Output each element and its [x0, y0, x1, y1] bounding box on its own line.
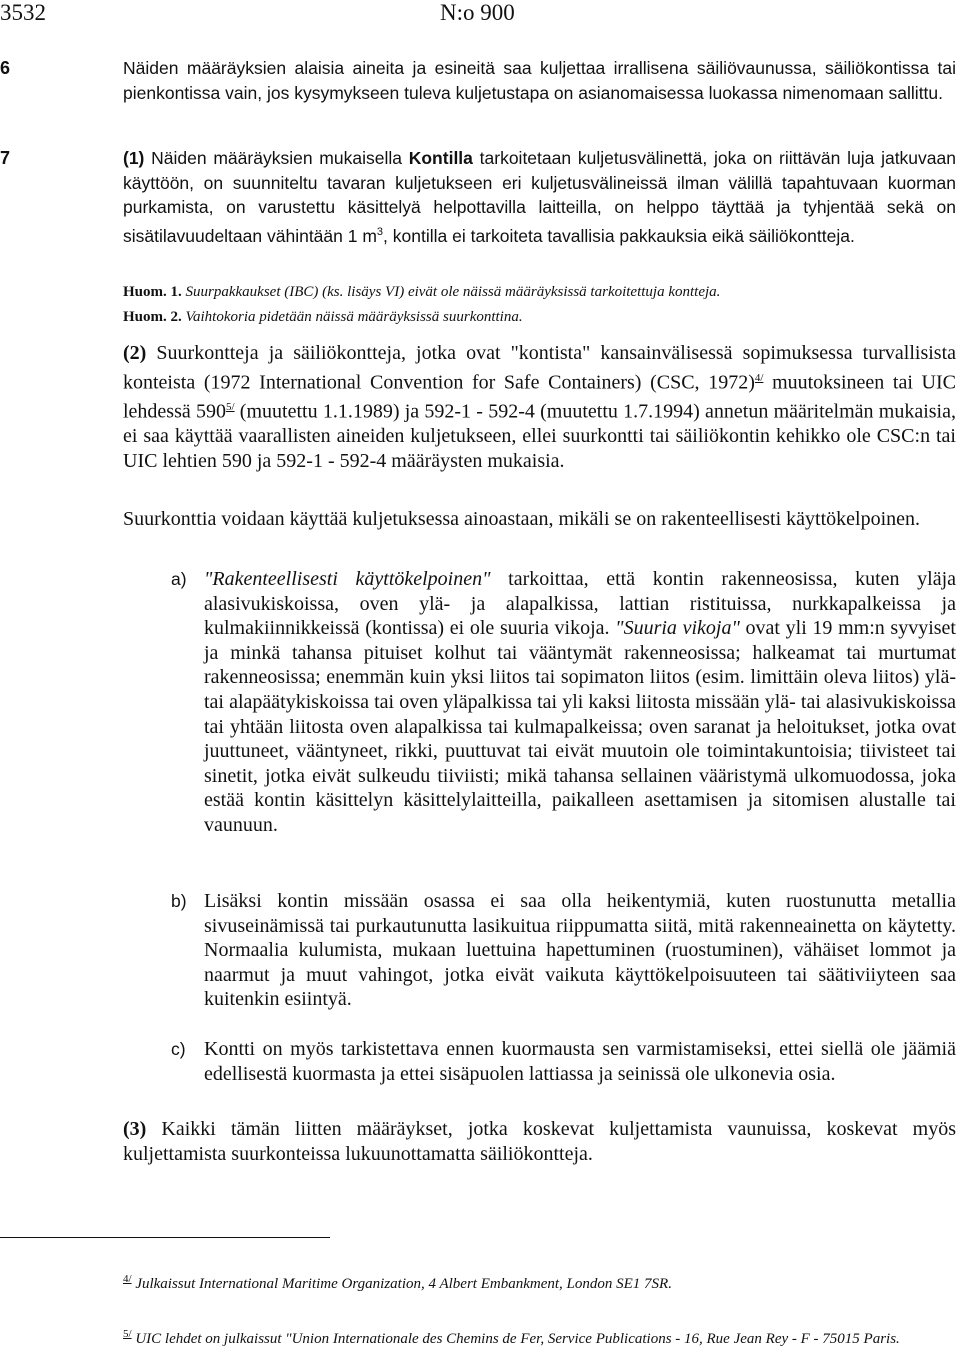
section-7-paragraph-2 [123, 341, 956, 473]
p3-text: Kaikki tämän liitten määräykset, jotka koskevat kuljettamista vaunuissa, koskevat myös kuljettamista suurkonteissa lukuunottamatta säiliökontteja. [123, 1118, 956, 1165]
p1-text-post: tarkoitetaan kuljetusvälinettä, joka on riittävän luja jatkuvaan käyttöön, on suunniteltu tavaran kuljetukseen eri kuljetusvälineissä ilman välillä tapahtuvaan kuorman purkamista, on varustettu käsittelyä helpottavilla laitteilla, on helppo täyttää ja tyhjentää sekä on sisätilavuudeltaan vähintään 1 m [123, 148, 956, 246]
paragraph-label: (2) [123, 342, 147, 364]
page-number: 3532 [0, 0, 46, 25]
list-item-a-text [204, 567, 956, 838]
section-6-text: Näiden määräyksien alaisia aineita ja esineitä saa kuljettaa irrallisena säiliövaunussa, säiliökontissa tai pienkontissa vain, jos kysymykseen tuleva kuljetustapa on asianomaisessa luokassa nimenomaan sallittu. [123, 58, 956, 103]
issue-number: N:o 900 [440, 0, 515, 25]
list-item-b-text: Lisäksi kontin missään osassa ei saa olla heikentymiä, kuten ruostunutta metallia sivuseinämissä tai purkautunutta lasikuitua riippumatta siitä, mitä rakenneainetta on käytetty. Normaalia kulumista, mukaan luettuina hapettuminen (ruostuminen), vähäiset lommot ja naarmut ja muut vahingot, jotka eivät vaikuta käyttökelpoisuuteen tai säätiviiyteen saa kuitenkin esiintyä. [204, 890, 956, 1011]
note-2-label: Huom. 2. [123, 309, 182, 325]
note-2 [123, 308, 523, 327]
note-1-text: Suurpakkaukset (IBC) (ks. lisäys VI) eivät ole näissä määräyksissä tarkoitettuja kontteja. [181, 284, 721, 300]
footnote-5 [123, 1323, 956, 1350]
section-7-paragraph-1 [123, 146, 956, 248]
p2-text-c: (muutettu 1.1.1989) ja 592-1 - 592-4 (muutettu 1.7.1994) annetun määritelmän mukaisia, ei saa käyttää vaarallisten aineiden kuljetukseen, ellei suurkontti tai säiliökontin kehikko ole CSC:n tai UIC lehtien 590 ja 592-1 - 592-4 määräysten mukaisia. [123, 400, 956, 472]
term-major-defects: "Suuria vikoja" [615, 617, 740, 640]
section-number-7: 7 [0, 148, 11, 168]
section-number-6: 6 [0, 58, 11, 78]
paragraph-label: (1) [123, 148, 145, 168]
list-item-a [171, 567, 956, 838]
footnote-4 [123, 1268, 943, 1295]
p2-text-b: muutoksineen tai UIC lehdessä 590 [123, 371, 957, 423]
section-7-paragraph-3 [123, 1117, 956, 1166]
superscript-3: 3 [376, 225, 384, 238]
footnote-mark: 4/ [123, 1273, 132, 1285]
list-item-label: c) [171, 1039, 186, 1059]
section-7-usage-paragraph: Suurkonttia voidaan käyttää kuljetuksessa ainoastaan, mikäli se on rakenteellisesti käyttökelpoinen. [123, 508, 921, 530]
list-item-c [171, 1037, 956, 1086]
note-1 [123, 283, 720, 302]
p1-text-pre: Näiden määräyksien mukaisella [151, 148, 409, 168]
note-2-text: Vaihtokoria pidetään näissä määräyksissä suurkonttina. [181, 309, 523, 325]
list-item-c-text: Kontti on myös tarkistettava ennen kuormausta sen varmistamiseksi, ettei siellä ole jäämiä edellisestä kuormasta ja ettei sisäpuolen lattiassa ja seinissä ole ulkonevia osia. [204, 1038, 956, 1085]
footnote-text: UIC lehdet on julkaissut "Union Internationale des Chemins de Fer, Service Publications - 16, Rue Jean Rey - F - 75015 Paris. [135, 1331, 900, 1347]
paragraph-label: (3) [123, 1118, 147, 1140]
list-item-label: b) [171, 891, 187, 911]
footnote-ref-4: 4/ [754, 371, 764, 384]
list-item-label: a) [171, 569, 187, 589]
list-item-b [171, 889, 956, 1012]
item-a-text-2: ovat yli 19 mm:n syvyiset ja minkä tahansa pituiset kolhut tai vääntymät rakenneosissa; halkeamat tai murtumat rakenneosissa; enemmän kuin yksi liitos tai sopimaton liitos (esim. limittäin oleva liitos) ylä- tai alapäätykiskoissa tai oven yläpalkissa tai yli kaksi liitosta missään ylä- tai alasivukiskoissa tai yhtään liitosta oven alapalkissa tai kulmapalkeissa; oven saranat ja heloitukset, jotka ovat juuttuneet, vääntyneet, rikki, puuttuvat tai eivät muutoin ole toimintakuntoisia; tiivisteet tai sinetit, jotka eivät sulkeudu tiiviisti; mikä tahansa sellainen vääristymä ulkomuodossa, joka estää kontin käsittelyn käsittelylaitteilla, paikalleen asettamisen ja sitomisen alustalle tai vaunuun. [204, 617, 956, 836]
item-a-text-1: tarkoittaa, että kontin rakenneosissa, kuten yläja alasivukiskoissa, oven ylä- ja alapalkissa, lattian ristituissa, nurkkapalkeissa ja kulmakiinnikkeissä (kontissa) ei ole suuria vikoja. [204, 568, 957, 640]
footnote-text: Julkaissut International Maritime Organization, 4 Albert Embankment, London SE1 7SR. [135, 1276, 672, 1292]
p2-text-a: Suurkontteja ja säiliökontteja, jotka ovat "kontista" kansainvälisessä sopimuksessa turvallisista konteista (1972 International Convention for Safe Containers) (CSC, 1972) [123, 342, 956, 394]
term-structurally-serviceable: "Rakenteellisesti käyttökelpoinen" [204, 568, 491, 590]
term-kontilla: Kontilla [408, 148, 473, 168]
footnote-separator [0, 1237, 330, 1238]
p1-text-end: , kontilla ei tarkoiteta tavallisia pakkauksia eikä säiliökontteja. [383, 225, 855, 246]
note-1-label: Huom. 1. [123, 284, 182, 300]
footnote-mark: 5/ [123, 1328, 132, 1340]
footnote-ref-5: 5/ [226, 400, 235, 413]
